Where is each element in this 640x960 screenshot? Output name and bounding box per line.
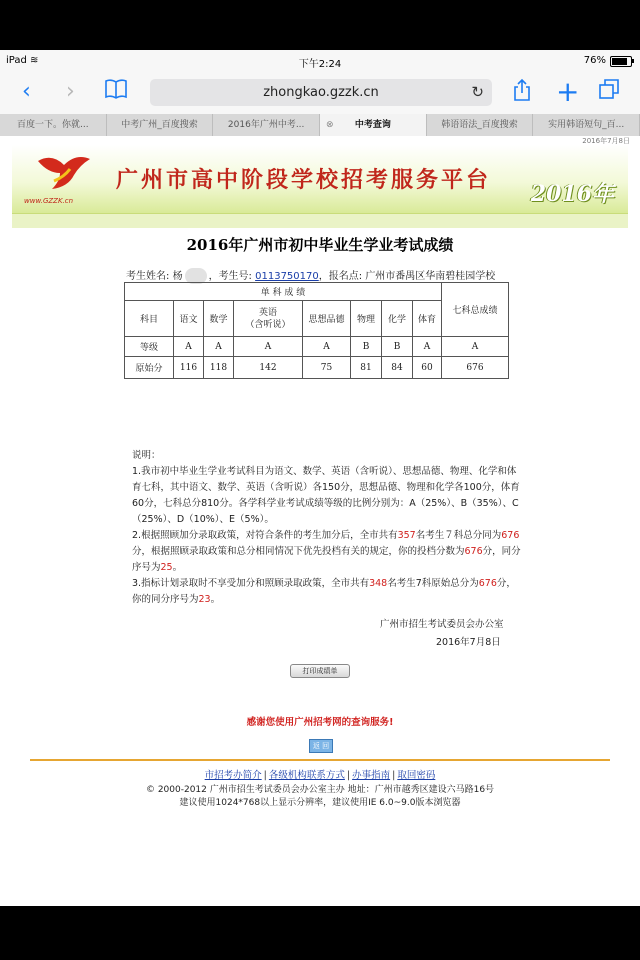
wifi-icon: ≋ xyxy=(30,55,39,66)
site-label: ，报名点: xyxy=(318,271,363,282)
note-text: 2.根据照顾加分录取政策，对符合条件的考生加分后，全市共有 xyxy=(132,530,398,541)
browser-tab[interactable]: 中考广州_百度搜索 xyxy=(107,114,214,136)
student-id-link[interactable]: 0113750170 xyxy=(255,271,319,282)
page-title: 2016年广州市初中毕业生学业考试成绩 xyxy=(186,236,454,254)
raw-score-cell: 84 xyxy=(382,357,413,379)
issuing-office: 广州市招生考试委员会办公室 xyxy=(380,619,504,630)
thanks-message: 感谢您使用广州招考网的查询服务! xyxy=(246,717,394,728)
device-name: iPad xyxy=(6,55,27,66)
copyright-line: © 2000-2012 广州市招生考试委员会办公室主办 地址：广州市越秀区建设六马路16号 xyxy=(145,785,495,795)
note-text: 分，你的同分序号为 xyxy=(132,578,516,605)
grade-cell: A xyxy=(413,337,442,357)
footer-link-contacts[interactable]: 各级机构联系方式 xyxy=(268,770,345,781)
web-page xyxy=(0,136,640,906)
note-highlight: 348 xyxy=(369,578,388,589)
browser-tab[interactable]: 实用韩语短句_百... xyxy=(533,114,640,136)
note-highlight: 676 xyxy=(464,546,483,557)
note-highlight: 676 xyxy=(501,530,520,541)
note-text: 分，同分序号为 xyxy=(132,546,521,573)
grade-cell: A xyxy=(204,337,234,357)
registration-site: 广州市番禺区华南碧桂园学校 xyxy=(365,271,496,282)
subject-cell: 化学 xyxy=(382,301,413,337)
bookmarks-icon[interactable] xyxy=(104,78,128,108)
battery-percent: 76% xyxy=(583,55,606,66)
subject-cell: 体育 xyxy=(413,301,442,337)
grade-label: 等级 xyxy=(125,337,174,357)
site-banner xyxy=(12,145,628,214)
tabs-overview-icon[interactable] xyxy=(598,78,620,108)
raw-score-cell: 118 xyxy=(204,357,234,379)
name-label: 考生姓名: xyxy=(126,271,170,282)
browser-tab[interactable]: 韩语语法_百度搜索 xyxy=(427,114,534,136)
raw-score-cell: 75 xyxy=(303,357,351,379)
close-tab-icon[interactable]: ⊗ xyxy=(326,120,334,130)
subject-label: 科目 xyxy=(125,301,174,337)
note-highlight: 357 xyxy=(397,530,416,541)
header-date: 2016年7月8日 xyxy=(582,137,630,145)
resolution-note: 建议使用1024*768以上显示分辨率，建议使用IE 6.0~9.0版本浏览器 xyxy=(179,798,461,808)
back-arrow-icon[interactable]: ‹ xyxy=(22,79,31,104)
active-tab-label: 中考查询 xyxy=(354,120,391,130)
new-tab-plus-icon[interactable]: + xyxy=(556,75,580,108)
grade-cell: A xyxy=(303,337,351,357)
banner-strip xyxy=(12,214,628,228)
banner-year: 2016年 xyxy=(530,181,614,207)
note-text: 分，根据照顾录取政策和总分相同情况下优先投档有关的规定，你的投档分数为 xyxy=(132,546,465,557)
note-item-2 xyxy=(132,528,522,576)
subject-cell: 思想品德 xyxy=(303,301,351,337)
browser-tab[interactable]: 2016年广州中考... xyxy=(213,114,320,136)
footer-link-guide[interactable]: 办事指南 xyxy=(352,770,391,781)
total-raw-score-cell: 676 xyxy=(442,357,509,379)
grade-cell: B xyxy=(351,337,382,357)
grade-cell: B xyxy=(382,337,413,357)
address-bar[interactable] xyxy=(150,79,492,106)
note-text: 名考生7科原始总分为 xyxy=(387,578,479,589)
browser-tab-strip xyxy=(0,114,640,137)
student-name: 杨 xyxy=(172,271,183,282)
grade-cell: A xyxy=(234,337,303,357)
score-table xyxy=(124,282,509,379)
note-item-1: 1.我市初中毕业生学业考试科目为语文、数学、英语（含听说）、思想品德、物理、化学和体育七科，其中语文、数学、英语（含听说）各150分，思想品德、物理和化学各100分，体育60分，七科总分810分。各学科学业考试成绩等级的比例分别为：A（25%）、B（35%）、C（25%）、D（10%）、E（5%）。 xyxy=(132,466,520,525)
issue-date: 2016年7月8日 xyxy=(436,637,501,648)
ipad-screen xyxy=(0,50,640,906)
site-logo-icon xyxy=(34,151,94,193)
note-text: 3.指标计划录取时不享受加分和照顾录取政策，全市共有 xyxy=(132,578,370,589)
subject-cell: 英语 （含听说） xyxy=(234,301,303,337)
address-text: zhongkao.gzzk.cn xyxy=(263,85,379,100)
grade-cell: A xyxy=(174,337,204,357)
raw-score-cell: 116 xyxy=(174,357,204,379)
note-text: 名考生７科总分同为 xyxy=(415,530,502,541)
battery-icon xyxy=(610,56,632,67)
footer-divider xyxy=(30,759,610,761)
notes-heading: 说明： xyxy=(132,450,161,461)
raw-score-cell: 81 xyxy=(351,357,382,379)
note-text: 。 xyxy=(210,594,221,605)
raw-score-label: 原始分 xyxy=(125,357,174,379)
forward-arrow-icon[interactable]: › xyxy=(66,79,75,104)
footer-link-about[interactable]: 市招考办简介 xyxy=(204,770,262,781)
browser-tab-active[interactable] xyxy=(320,114,427,136)
single-subject-header: 单 科 成 绩 xyxy=(125,283,442,301)
back-button[interactable]: 返 回 xyxy=(309,739,333,753)
note-highlight: 25 xyxy=(160,562,173,573)
footer-link-password[interactable]: 取回密码 xyxy=(397,770,436,781)
reload-icon[interactable]: ↻ xyxy=(471,83,484,101)
status-time: 下午2:24 xyxy=(298,59,342,70)
browser-toolbar xyxy=(0,72,640,114)
notes-section xyxy=(132,448,522,608)
site-title: 广州市高中阶段学校招考服务平台 xyxy=(116,167,492,193)
copyright xyxy=(0,784,640,810)
print-button[interactable]: 打印成绩单 xyxy=(290,664,350,678)
total-header: 七科总成绩 xyxy=(442,283,509,337)
browser-tab[interactable]: 百度一下。你就... xyxy=(0,114,107,136)
id-label: ，考生号: xyxy=(208,271,252,282)
raw-score-cell: 142 xyxy=(234,357,303,379)
note-highlight: 23 xyxy=(198,594,211,605)
share-icon[interactable] xyxy=(512,78,532,110)
footer-links: 市招考办简介 | 各级机构联系方式 | 办事指南 | 取回密码 xyxy=(204,770,436,781)
subject-cell: 语文 xyxy=(174,301,204,337)
note-item-3 xyxy=(132,576,522,608)
subject-cell: 物理 xyxy=(351,301,382,337)
status-bar xyxy=(0,50,640,72)
raw-score-cell: 60 xyxy=(413,357,442,379)
note-text: 。 xyxy=(172,562,183,573)
site-url-label: www.GZZK.cn xyxy=(24,197,74,205)
total-grade-cell: A xyxy=(442,337,509,357)
subject-cell: 数学 xyxy=(204,301,234,337)
note-highlight: 676 xyxy=(478,578,497,589)
